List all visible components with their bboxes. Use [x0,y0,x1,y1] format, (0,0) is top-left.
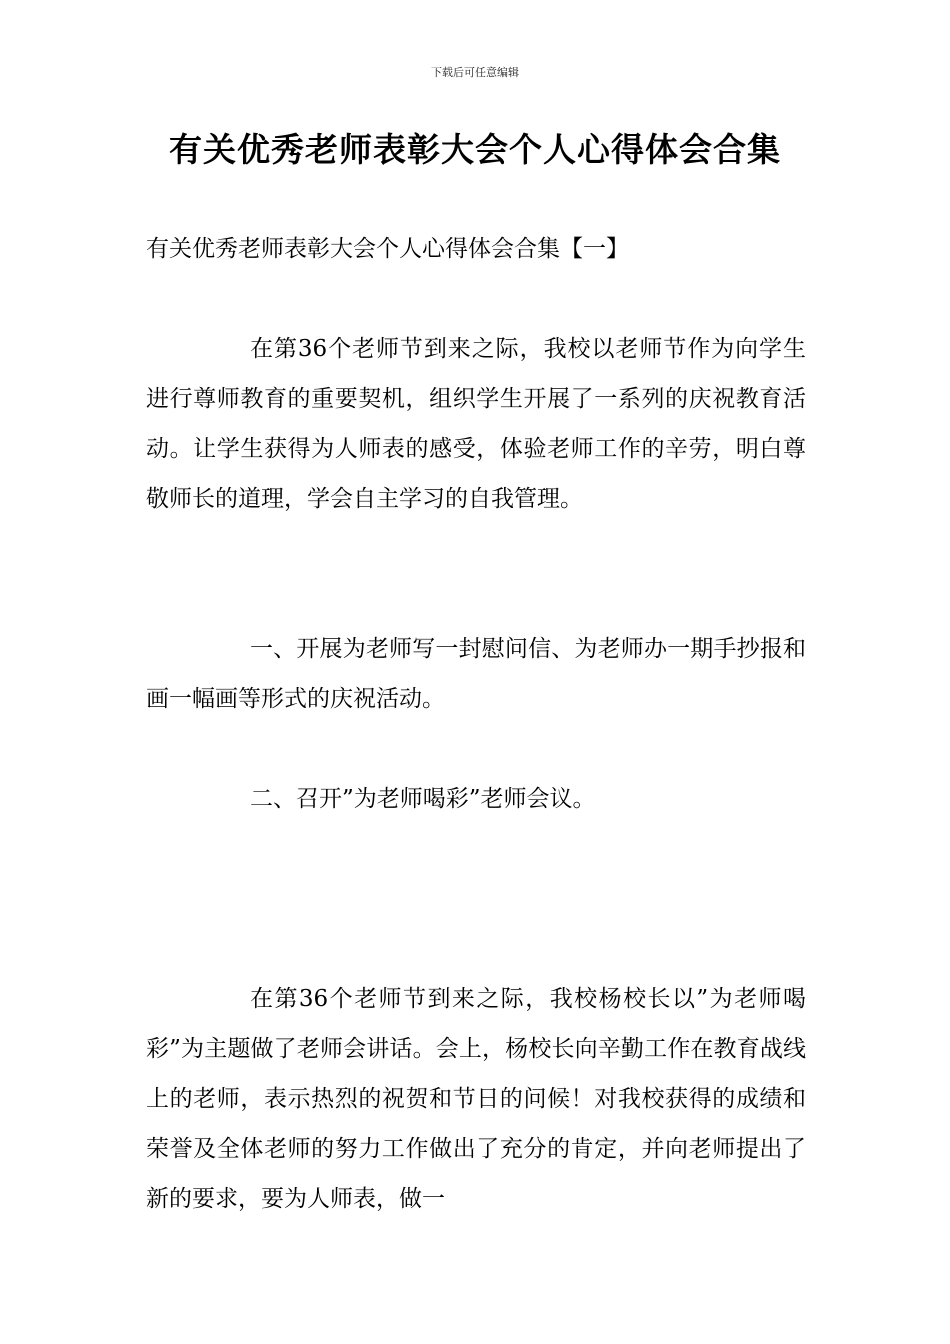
header-note: 下载后可任意编辑 [431,66,519,79]
paragraph-item-two: 二、召开”为老师喝彩”老师会议。 [250,786,596,812]
paragraph-intro: 在第36个老师节到来之际，我校以老师节作为向学生进行尊师教育的重要契机，组织学生开展了一系列的庆祝教育活动。让学生获得为人师表的感受，体验老师工作的辛劳，明白尊敬师长的道理，学会自主学习的自我管理。 [146,336,806,512]
paragraph-item-one: 一、开展为老师写一封慰问信、为老师办一期手抄报和画一幅画等形式的庆祝活动。 [146,636,806,712]
paragraph-speech: 在第36个老师节到来之际，我校杨校长以”为老师喝彩”为主题做了老师会讲话。会上，杨校长向辛勤工作在教育战线上的老师，表示热烈的祝贺和节日的问候！对我校获得的成绩和荣誉及全体老师的努力工作做出了充分的肯定，并向老师提出了新的要求，要为人师表，做一 [146,986,806,1212]
document-title: 有关优秀老师表彰大会个人心得体会合集 [169,130,781,169]
section-heading: 有关优秀老师表彰大会个人心得体会合集【一】 [146,236,629,262]
